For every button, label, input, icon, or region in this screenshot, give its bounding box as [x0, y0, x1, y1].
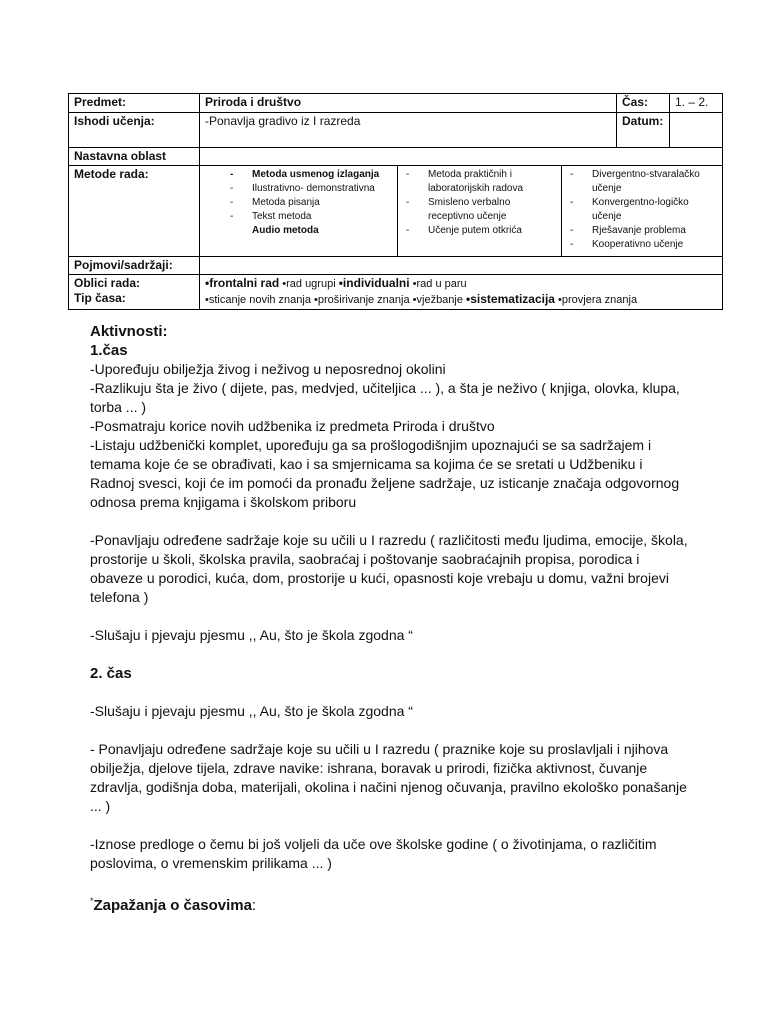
method-item: [566, 238, 718, 252]
methods-column-3: [562, 166, 722, 256]
activity-paragraph: - Ponavljaju određene sadržaje koje su učili u I razredu ( praznike koje su proslavljali i njihova obilježja, djelove tijela, zdrave navike: ishrana, boravak u prirodi, fizička aktivnost, čuvanje zdravlja, godišnja doba, materijali, okolina i načini njenog očuvanja, pravilno ekološko ponašanje ... ): [90, 741, 687, 814]
metode-label: Metode rada:: [69, 166, 200, 257]
method-text: Kooperativno učenje: [592, 239, 684, 250]
activity-paragraph: -Slušaju i pjevaju pjesmu ,, Au, što je škola zgodna “: [90, 703, 413, 719]
activity-paragraph: -Iznose predloge o čemu bi još voljeli da uče ove školske godine ( o životinjama, o različitim poslovima, o vremenskim prilikama ... ): [90, 836, 657, 871]
method-item: [204, 168, 393, 182]
method-text: Učenje putem otkrića: [428, 225, 522, 236]
cas-label: Čas:: [617, 94, 670, 113]
tip-provjera: •provjera znanja: [554, 294, 638, 306]
aktivnosti-heading: Aktivnosti:: [90, 323, 168, 340]
bullet-dash: -: [406, 169, 410, 180]
activity-paragraph: -Upoređuju obilježja živog i neživog u neposrednoj okolini: [90, 361, 446, 377]
methods-column-2: [398, 166, 562, 256]
oblici-individualni: •individualni: [338, 276, 410, 290]
pojmovi-label: Pojmovi/sadržaji:: [69, 257, 200, 275]
oblici-tip-values: [200, 275, 723, 310]
cas1-heading: 1.čas: [90, 342, 128, 359]
method-item: [566, 224, 718, 238]
method-text: Rješavanje problema: [592, 225, 686, 236]
tip-label: Tip časa:: [74, 291, 126, 305]
bullet-dash: -: [570, 197, 574, 208]
oblast-label: Nastavna oblast: [69, 148, 200, 166]
activity-paragraph: -Slušaju i pjevaju pjesmu ,, Au, što je škola zgodna “: [90, 627, 413, 643]
method-item: [204, 182, 393, 196]
tip-ostali: •sticanje novih znanja •proširivanje znanja •vježbanje: [205, 294, 467, 306]
ishodi-value: -Ponavlja gradivo iz I razreda: [200, 113, 617, 148]
bullet-dash: -: [406, 225, 410, 236]
tip-sistematizacija: •sistematizacija: [466, 292, 555, 306]
method-item: [204, 224, 393, 238]
bullet-dash: [204, 224, 252, 238]
oblici-values: [205, 276, 717, 292]
zapazanja-star: *: [90, 896, 94, 906]
oblici-grupni: •rad ugrupi: [279, 278, 339, 290]
activity-paragraph: -Listaju udžbenički komplet, upoređuju ga sa prošlogodišnjim upoznajući se sa sadržajem i temama koje će se obrađivati, kao i sa smjernicama sa kojima će se sretati u Udžbeniku i Radnoj svesci, koji će im pomoći da pronađu željene sadržaje, uz isticanje značaja odgovornog odnosa prema knjigama i školskom priboru: [90, 437, 680, 510]
oblici-tip-labels: [69, 275, 200, 310]
predmet-value: Priroda i društvo: [200, 94, 617, 113]
cas2-heading: 2. čas: [90, 665, 132, 682]
activities-section: [90, 322, 690, 915]
method-item: [566, 168, 718, 196]
cas-value: 1. – 2.: [670, 94, 723, 113]
bullet-dash: -: [570, 225, 574, 236]
zapazanja-heading: [90, 892, 690, 915]
oblici-label: Oblici rada:: [74, 276, 141, 290]
method-text: Metoda usmenog izlaganja: [252, 169, 380, 180]
method-item: [402, 168, 557, 196]
bullet-dash: -: [230, 211, 234, 222]
metode-cell: [200, 166, 723, 257]
activity-paragraph: -Posmatraju korice novih udžbenika iz predmeta Priroda i društvo: [90, 418, 495, 434]
zapazanja-colon: :: [251, 897, 257, 914]
pojmovi-value: [200, 257, 723, 275]
method-text: Tekst metoda: [252, 211, 312, 222]
tip-values: [205, 292, 717, 308]
activity-paragraph: -Ponavljaju određene sadržaje koje su učili u I razredu ( različitosti među ljudima, emocije, škola, prostorije u školi, školska pravila, saobraćaj i poštovanje saobraćajnih propisa, porodica i obaveze u porodici, kuća, dom, prostorije u kući, opasnosti koje vrebaju u domu, važni brojevi telefona ): [90, 532, 688, 605]
oblast-value: [200, 148, 723, 166]
oblici-frontalni: •frontalni rad: [205, 276, 280, 290]
bullet-dash: -: [230, 197, 234, 208]
predmet-label: Predmet:: [69, 94, 200, 113]
methods-grid: [200, 166, 722, 256]
zapazanja-text: Zapažanja o časovima: [93, 897, 252, 914]
method-item: [402, 196, 557, 224]
method-text: Smisleno verbalno receptivno učenje: [428, 197, 511, 222]
bullet-dash: -: [230, 183, 234, 194]
methods-column-1: [200, 166, 398, 256]
method-text: Konvergentno-logičko učenje: [592, 197, 689, 222]
lesson-plan-table: [68, 93, 723, 310]
method-text: Audio metoda: [252, 225, 319, 236]
method-item: [204, 210, 393, 224]
ishodi-label: Ishodi učenja:: [69, 113, 200, 148]
oblici-u-paru: •rad u paru: [409, 278, 467, 290]
method-text: Metoda praktičnih i laboratorijskih radova: [428, 169, 524, 194]
method-item: [566, 196, 718, 224]
method-text: Metoda pisanja: [252, 197, 320, 208]
method-item: [204, 196, 393, 210]
method-item: [402, 224, 557, 238]
datum-label: Datum:: [617, 113, 670, 148]
method-text: Divergentno-stvaralačko učenje: [592, 169, 700, 194]
bullet-dash: -: [570, 239, 574, 250]
method-text: Ilustrativno- demonstrativna: [252, 183, 375, 194]
activity-paragraph: -Razlikuju šta je živo ( dijete, pas, medvjed, učiteljica ... ), a šta je neživo ( knjiga, olovka, klupa, torba ... ): [90, 380, 680, 415]
bullet-dash: -: [406, 197, 410, 208]
bullet-dash: -: [230, 169, 234, 180]
datum-value: [670, 113, 723, 148]
bullet-dash: -: [570, 169, 574, 180]
